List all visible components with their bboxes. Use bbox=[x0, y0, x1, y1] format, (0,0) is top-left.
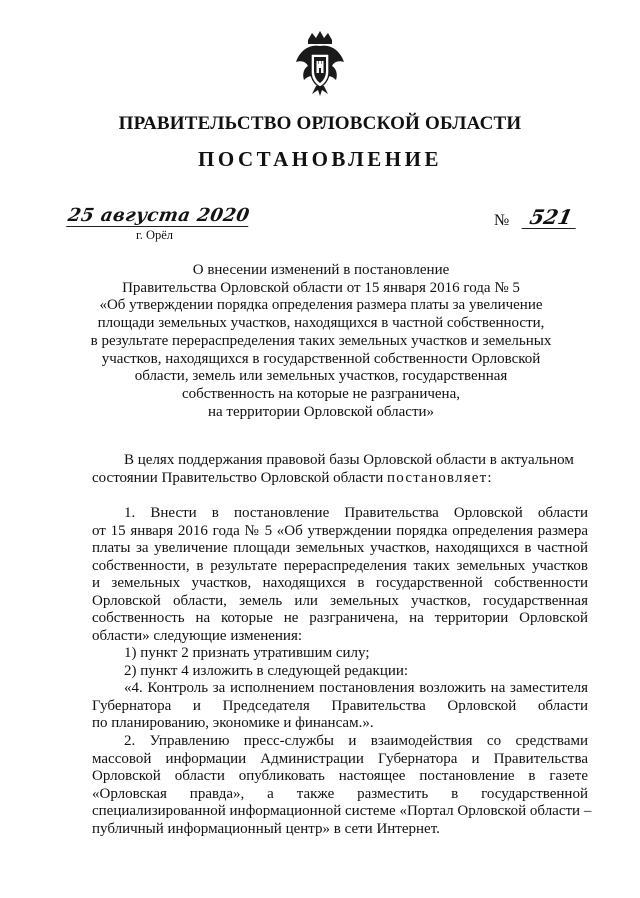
p1-line: собственности, в результате перераспределения таких земельных участков bbox=[92, 557, 588, 574]
p1-quote-line: Губернатора и Председателя Правительства Орловской области bbox=[92, 697, 588, 714]
p2-line: Орловской области опубликовать настоящее постановление в газете bbox=[92, 768, 588, 784]
subject-line: на территории Орловской области» bbox=[207, 403, 435, 420]
p1-item: 1) пункт 2 признать утратившим силу; bbox=[124, 645, 370, 661]
subject-line: Правительства Орловской области от 15 января 2016 года № 5 bbox=[122, 279, 520, 296]
p2-line: «Орловская правда», а также разместить в государственной bbox=[92, 785, 588, 802]
resolves-word: постановляет: bbox=[387, 470, 493, 486]
p2-line: специализированной информационной системе «Портал Орловской области – bbox=[92, 803, 592, 819]
subject-line: участков, находящихся в государственной собственности Орловской bbox=[101, 350, 541, 367]
p1-quote-line: «4. Контроль за исполнением постановления возложить на заместителя bbox=[124, 680, 588, 696]
subject-line: области, земель или земельных участков, государственная bbox=[134, 368, 508, 385]
p1-line: 1. Внести в постановление Правительства Орловской области bbox=[124, 505, 588, 521]
preamble-line bbox=[92, 470, 588, 488]
subject-line: собственность на которые не разграничена, bbox=[181, 385, 460, 402]
p2-line: 2. Управлению пресс-службы и взаимодействия со средствами bbox=[124, 733, 588, 749]
p1-line: области» следующие изменения: bbox=[92, 627, 303, 644]
preamble-line: В целях поддержания правовой базы Орловской области в актуальном bbox=[124, 452, 574, 468]
p1-quote-line: по планированию, экономике и финансам.». bbox=[92, 715, 374, 731]
document-city: г. Орёл bbox=[136, 228, 174, 242]
number-value: 521 bbox=[522, 206, 581, 229]
document-subject bbox=[90, 262, 552, 421]
number-label: № bbox=[494, 212, 510, 229]
p2-line: публичный информационный центр» в сети Интернет. bbox=[92, 820, 440, 837]
coat-of-arms-icon bbox=[294, 30, 346, 98]
subject-line: О внесении изменений в постановление bbox=[192, 262, 450, 278]
document-number bbox=[494, 206, 580, 230]
subject-line: «Об утверждении порядка определения размера платы за увеличение bbox=[99, 297, 543, 314]
subject-line: в результате перераспределения таких земельных участков и земельных bbox=[90, 332, 552, 349]
preamble-text: состоянии Правительство Орловской области bbox=[92, 470, 388, 486]
document-date: 25 августа 2020 bbox=[66, 205, 252, 226]
government-title: ПРАВИТЕЛЬСТВО ОРЛОВСКОЙ ОБЛАСТИ bbox=[118, 113, 522, 134]
p2-line: массовой информации Администрации Губернатора и Правительства bbox=[92, 750, 588, 767]
p1-line: Орловской области, земель или земельных участков, государственная bbox=[92, 592, 588, 609]
document-type: ПОСТАНОВЛЕНИЕ bbox=[198, 147, 442, 171]
p1-line: платы за увеличение площади земельных участков, находящихся в частной bbox=[92, 540, 588, 556]
subject-line: площади земельных участков, находящихся в частной собственности, bbox=[97, 315, 545, 332]
p1-line: и земельных участков, находящихся в государственной собственности bbox=[92, 575, 588, 591]
p1-item: 2) пункт 4 изложить в следующей редакции: bbox=[124, 662, 409, 679]
p1-line: собственность на которые не разграничена, на территории Орловской bbox=[92, 610, 588, 626]
p1-line: от 15 января 2016 года № 5 «Об утверждении порядка определения размера bbox=[92, 522, 588, 539]
